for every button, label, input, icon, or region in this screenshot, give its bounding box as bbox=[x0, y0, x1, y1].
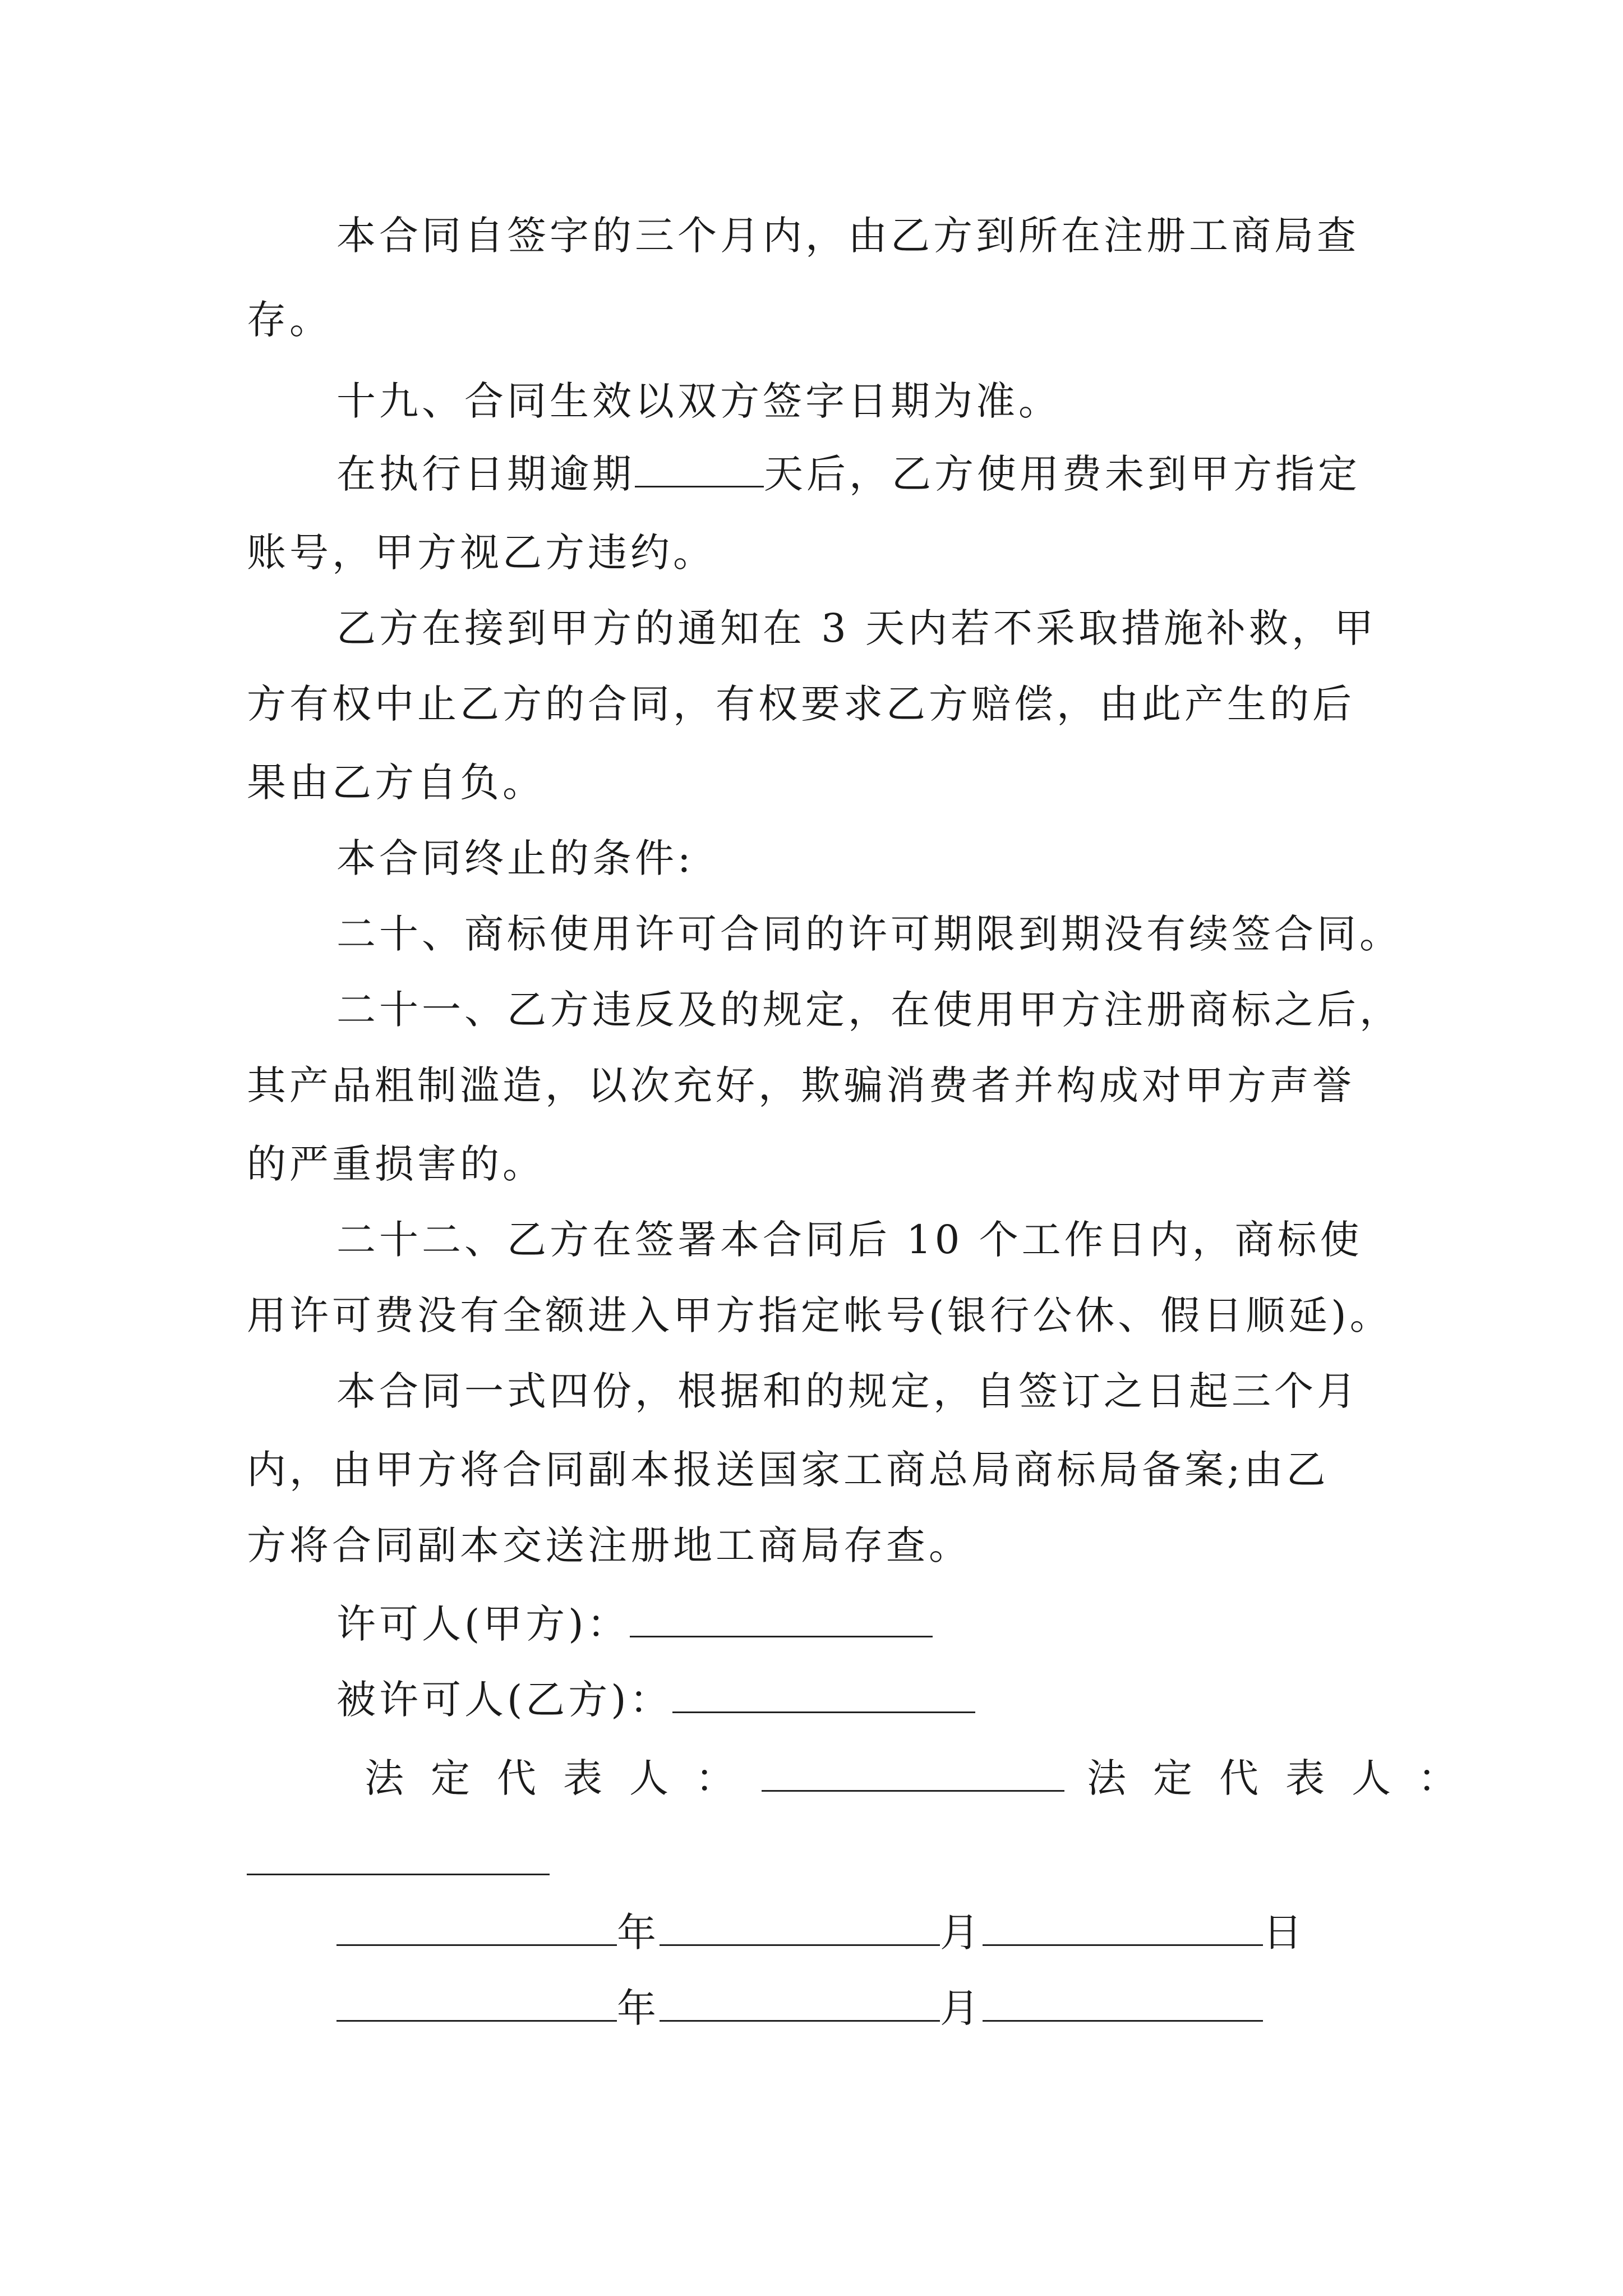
day-label: 日 bbox=[1263, 1910, 1306, 1955]
paragraph-line: 的严重损害的。 bbox=[247, 1141, 545, 1187]
licensee-signature-line bbox=[336, 1672, 975, 1728]
month-blank bbox=[660, 1905, 940, 1946]
legal-rep-label: 法定代表人： bbox=[1087, 1755, 1484, 1801]
paragraph-line: 二十二、乙方在签署本合同后 10 个工作日内，商标使 bbox=[336, 1217, 1363, 1263]
paragraph-text: 天后，乙方使用费未到甲方指定 bbox=[764, 451, 1361, 497]
paragraph-line: 二十一、乙方违反及的规定，在使用甲方注册商标之后， bbox=[336, 987, 1402, 1033]
paragraph-line: 乙方在接到甲方的通知在 3 天内若不采取措施补救，甲 bbox=[336, 605, 1377, 651]
paragraph-line: 方将合同副本交送注册地工商局存查。 bbox=[247, 1522, 971, 1568]
paragraph-line: 其产品粗制滥造，以次充好，欺骗消费者并构成对甲方声誉 bbox=[247, 1062, 1355, 1108]
licensor-signature-blank bbox=[630, 1596, 933, 1637]
year-blank bbox=[336, 1981, 617, 2022]
paragraph-line bbox=[336, 446, 1361, 502]
paragraph-line: 本合同终止的条件: bbox=[336, 835, 694, 881]
paragraph-line: 方有权中止乙方的合同，有权要求乙方赔偿，由此产生的后 bbox=[247, 681, 1355, 727]
paragraph-line: 本合同自签字的三个月内，由乙方到所在注册工商局查 bbox=[336, 213, 1359, 259]
licensor-label: 许可人(甲方)： bbox=[336, 1601, 630, 1647]
legal-rep-blank bbox=[247, 1874, 550, 1875]
day-blank bbox=[983, 1905, 1263, 1946]
licensee-signature-blank bbox=[672, 1672, 975, 1713]
day-blank bbox=[983, 1981, 1263, 2022]
paragraph-line: 账号，甲方视乙方违约。 bbox=[247, 530, 716, 576]
licensee-label: 被许可人(乙方)： bbox=[336, 1677, 672, 1723]
month-blank bbox=[660, 1981, 940, 2022]
year-blank bbox=[336, 1905, 617, 1946]
year-label: 年 bbox=[617, 1985, 660, 2031]
licensor-signature-line bbox=[336, 1596, 933, 1652]
legal-rep-label: 法定代表人： bbox=[365, 1755, 762, 1801]
paragraph-line: 果由乙方自负。 bbox=[247, 760, 545, 806]
paragraph-line: 存。 bbox=[247, 297, 332, 343]
month-label: 月 bbox=[940, 1910, 983, 1955]
paragraph-text: 在执行日期逾期 bbox=[336, 451, 635, 497]
paragraph-line: 二十、商标使用许可合同的许可期限到期没有续签合同。 bbox=[336, 911, 1402, 957]
paragraph-line: 内，由甲方将合同副本报送国家工商总局商标局备案;由乙 bbox=[247, 1447, 1329, 1493]
legal-rep-blank bbox=[762, 1751, 1064, 1792]
date-line bbox=[336, 1980, 1263, 2036]
date-line bbox=[336, 1904, 1306, 1961]
legal-rep-line bbox=[365, 1750, 1484, 1806]
year-label: 年 bbox=[617, 1910, 660, 1955]
paragraph-line: 本合同一式四份，根据和的规定，自签订之日起三个月 bbox=[336, 1368, 1359, 1414]
fill-in-blank bbox=[635, 447, 764, 487]
paragraph-line: 十九、合同生效以双方签字日期为准。 bbox=[336, 378, 1061, 424]
month-label: 月 bbox=[940, 1985, 983, 2031]
paragraph-line: 用许可费没有全额进入甲方指定帐号(银行公休、假日顺延)。 bbox=[247, 1292, 1393, 1338]
